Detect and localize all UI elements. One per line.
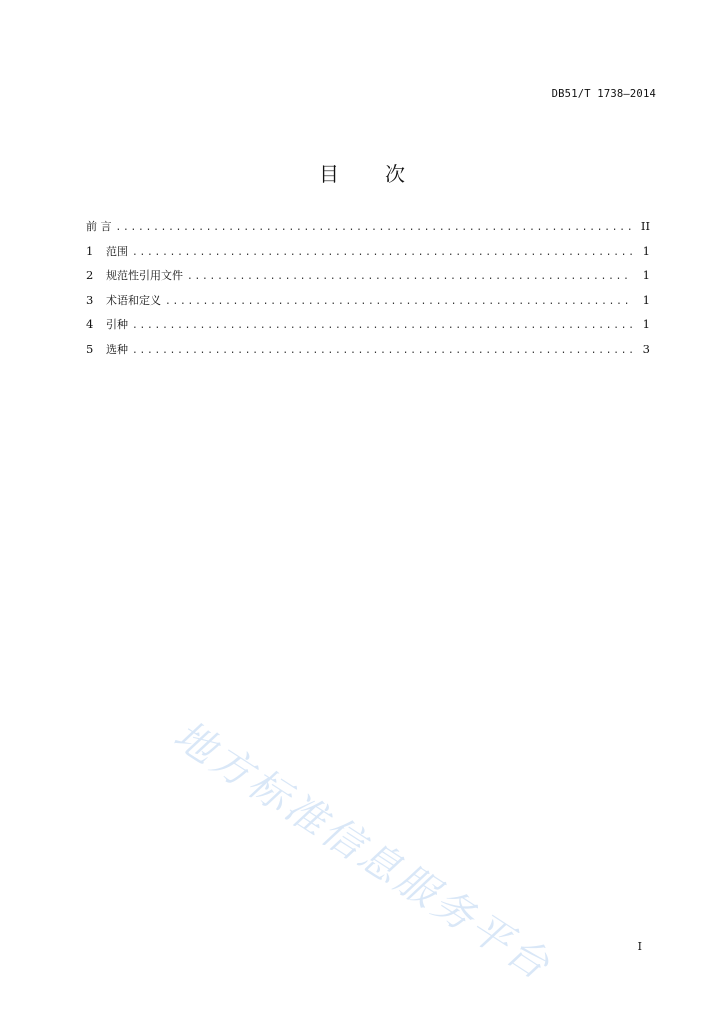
toc-entry-label: 引种: [106, 318, 128, 331]
toc-entry-label: 范围: [106, 244, 128, 258]
title-char-2: 次: [385, 162, 405, 186]
toc-leader-dots: [165, 296, 632, 307]
toc-leader-dots: [132, 345, 632, 356]
document-code: DB51/T 1738—2014: [551, 88, 656, 100]
toc-entry-number: 2: [86, 268, 94, 282]
toc-entry-foreword[interactable]: [86, 218, 650, 243]
toc-entry-label: 前 言: [86, 220, 112, 233]
toc-entry-terms-definitions[interactable]: [86, 292, 650, 317]
toc-leader-dots: [132, 247, 632, 258]
toc-entry-scope[interactable]: [86, 243, 650, 268]
toc-entry-page: 1: [642, 243, 650, 258]
toc-entry-page: 1: [642, 317, 650, 331]
toc-entry-normative-references[interactable]: [86, 267, 650, 292]
toc-entry-selection[interactable]: [86, 341, 650, 366]
table-of-contents: [86, 218, 650, 365]
toc-entry-page: 1: [642, 268, 650, 282]
watermark: 地方标准信息服务平台: [165, 712, 560, 991]
toc-entry-introduction[interactable]: [86, 316, 650, 341]
title-char-1: 目: [319, 162, 339, 186]
toc-entry-number: 5: [86, 341, 94, 356]
toc-leader-dots: [187, 271, 632, 282]
page-title: [0, 158, 724, 187]
toc-entry-label: 术语和定义: [106, 293, 161, 307]
toc-entry-number: 3: [86, 292, 94, 307]
page-number: I: [637, 940, 642, 953]
toc-entry-page: 1: [642, 292, 650, 307]
toc-entry-label: 规范性引用文件: [106, 269, 183, 282]
toc-leader-dots: [116, 222, 633, 233]
toc-leader-dots: [132, 320, 632, 331]
toc-entry-number: 1: [86, 243, 94, 258]
toc-entry-label: 选种: [106, 342, 128, 356]
toc-entry-page: II: [640, 219, 650, 233]
toc-entry-page: 3: [642, 341, 650, 356]
toc-entry-number: 4: [86, 317, 94, 331]
